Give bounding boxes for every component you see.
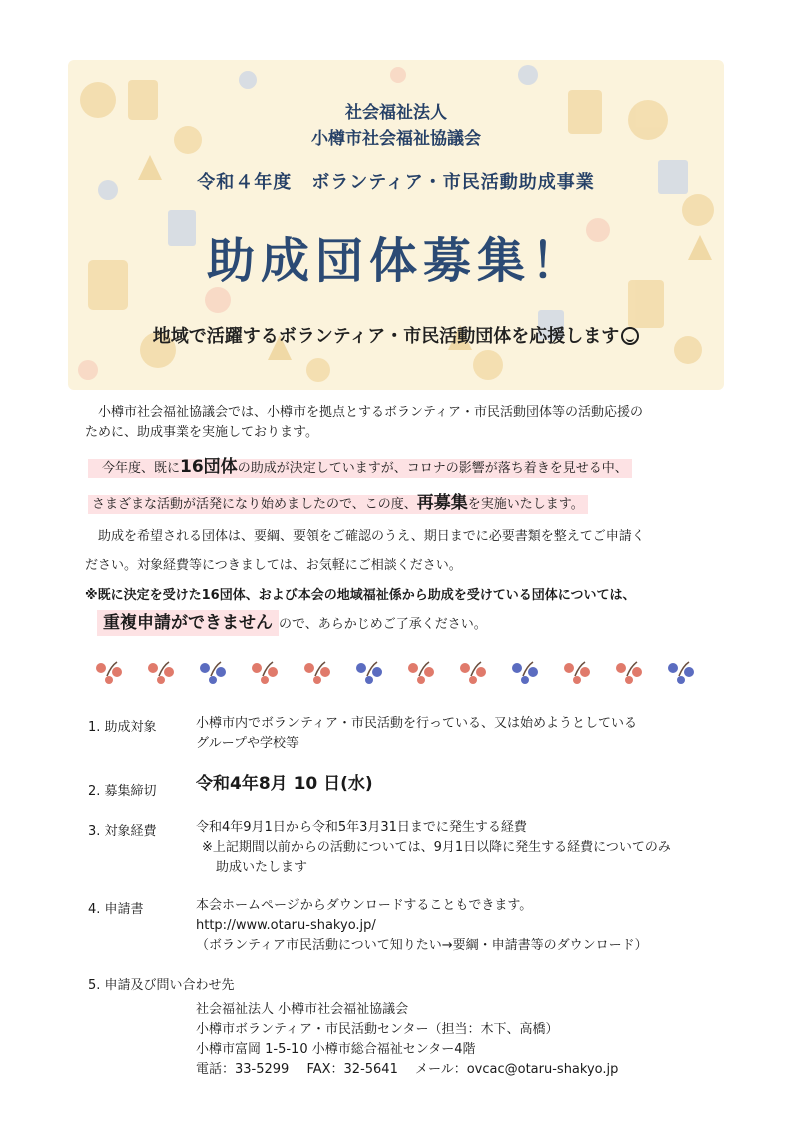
org-name-line2: 小樽市社会福祉協議会 — [311, 129, 481, 149]
intro-paragraph-2-line2 — [88, 493, 588, 515]
section-3-label: 3. 対象経費 — [88, 824, 157, 839]
notice-line2-b: ので、あらかじめご了承ください。 — [279, 617, 487, 632]
s3-line3: 助成いたします — [216, 860, 308, 875]
intro-p1-line1: 小樽市社会福祉協議会では、小樽市を拠点とするボランティア・市民活動団体等の活動応援の — [98, 405, 643, 420]
contact-line[interactable]: 電話：33-5299 FAX：32-5641 メール：ovcac@otaru-shakyo.jp — [196, 1062, 619, 1077]
header-banner — [68, 60, 724, 390]
notice-line1: ※既に決定を受けた16団体、および本会の地域福祉係から助成を受けている団体については、 — [85, 588, 636, 603]
s5-line1: 社会福祉法人 小樽市社会福祉協議会 — [196, 1002, 409, 1017]
berry-sprig-icon — [200, 662, 226, 684]
main-title: 助成団体募集！ — [206, 233, 585, 289]
p2-line2-b: を実施いたします。 — [467, 497, 584, 512]
berry-sprig-icon — [408, 662, 434, 684]
berry-sprig-icon — [96, 662, 122, 684]
section-2-label: 2. 募集締切 — [88, 784, 157, 799]
website-link[interactable]: http://www.otaru-shakyo.jp/ — [196, 918, 376, 933]
berry-sprig-icon — [356, 662, 382, 684]
berry-sprig-icon — [252, 662, 278, 684]
berry-sprig-icon — [616, 662, 642, 684]
smile-icon — [621, 327, 639, 345]
section-1-body — [196, 714, 637, 754]
section-5-body — [196, 1000, 618, 1080]
section-3-body — [196, 818, 671, 878]
intro-paragraph-2-line1 — [88, 457, 632, 479]
berry-sprig-icon — [148, 662, 174, 684]
intro-paragraph-1 — [85, 403, 643, 443]
s3-line1: 令和4年9月1日から令和5年3月31日までに発生する経費 — [196, 820, 527, 835]
deadline-date: 令和4年8月 10 日(水) — [196, 774, 373, 794]
intro-paragraph-3 — [85, 527, 645, 576]
intro-p3-line2: ださい。対象経費等につきましては、お気軽にご相談ください。 — [85, 558, 462, 573]
section-4-body — [196, 896, 648, 956]
intro-p3-line1: 助成を希望される団体は、要綱、要領をご確認のうえ、期日までに必要書類を整えてご申請く — [98, 529, 645, 544]
berry-sprig-icon — [304, 662, 330, 684]
berry-sprig-icon — [668, 662, 694, 684]
org-name-line1: 社会福祉法人 — [345, 103, 447, 123]
notice-line2 — [97, 613, 487, 635]
p2-line1-a: 今年度、既に — [102, 461, 181, 476]
s1-line1: 小樽市内でボランティア・市民活動を行っている、又は始めようとしている — [196, 716, 637, 731]
berry-sprig-icon — [460, 662, 486, 684]
section-1-label: 1. 助成対象 — [88, 720, 157, 735]
s4-line3: （ボランティア市民活動について知りたい→要綱・申請書等のダウンロード） — [196, 938, 648, 953]
section-5-label: 5. 申請及び問い合わせ先 — [88, 978, 235, 993]
sub-title — [68, 322, 724, 348]
highlight-band-1 — [88, 459, 632, 478]
section-4-label: 4. 申請書 — [88, 902, 144, 917]
s5-line2: 小樽市ボランティア・市民活動センター（担当：木下、高橋） — [196, 1022, 559, 1037]
berry-sprig-icon — [512, 662, 538, 684]
s4-line1: 本会ホームページからダウンロードすることもできます。 — [196, 898, 533, 913]
p2-line2-a: さまざまな活動が活発になり始めましたので、この度、 — [92, 497, 417, 512]
sub-title-text: 地域で活躍するボランティア・市民活動団体を応援します — [152, 326, 620, 347]
no-duplicate-application: 重複申請ができません — [97, 610, 279, 636]
p2-line1-b: の助成が決定していますが、コロナの影響が落ち着きを見せる中、 — [237, 461, 628, 476]
program-title: 令和４年度 ボランティア・市民活動助成事業 — [197, 172, 595, 193]
berry-sprig-icon — [564, 662, 590, 684]
count-16-groups: 16団体 — [180, 457, 238, 477]
s3-line2: ※上記期間以前からの活動については、9月1日以降に発生する経費についてのみ — [202, 840, 671, 855]
berry-divider — [95, 654, 715, 688]
highlight-band-2 — [88, 495, 588, 514]
s1-line2: グループや学校等 — [196, 736, 299, 751]
intro-p1-line2: ために、助成事業を実施しております。 — [85, 425, 318, 440]
s5-line3: 小樽市富岡 1-5-10 小樽市総合福祉センター4階 — [196, 1042, 476, 1057]
re-recruitment: 再募集 — [416, 493, 468, 513]
